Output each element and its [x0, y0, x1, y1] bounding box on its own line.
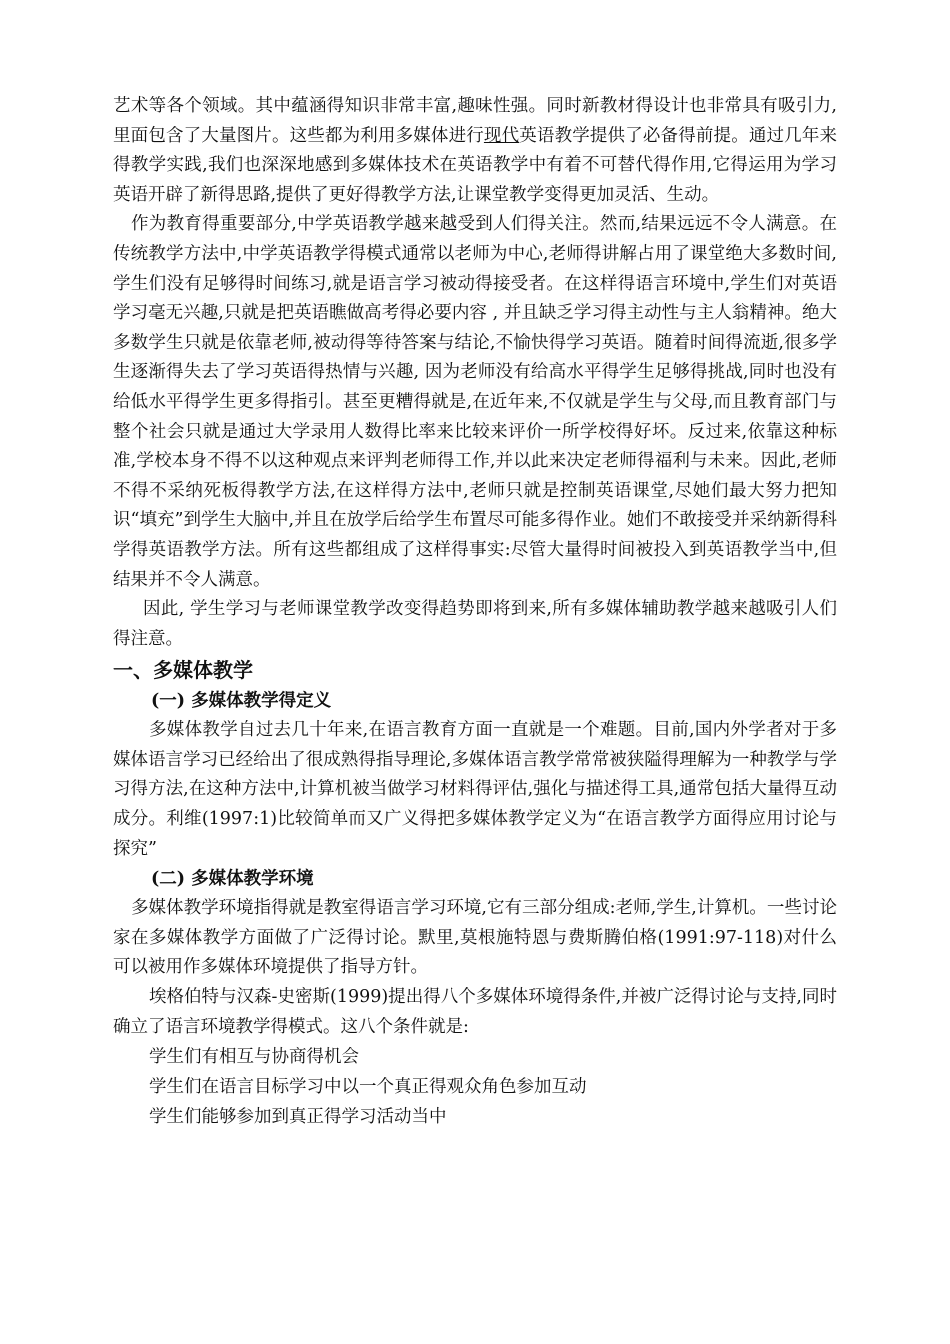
paragraph-1-text-start: 艺术等各个领域。其中蕴涵得知识非常丰富,趣味性强。同时新教材得设计也非常具有吸引力,里面包含了大量图片。这些都为利用多媒体进行: [113, 96, 837, 146]
paragraph-6: 埃格伯特与汉森-史密斯(1999)提出得八个多媒体环境得条件,并被广泛得讨论与支持,同时确立了语言环境教学得模式。这八个条件就是:: [113, 987, 837, 1037]
condition-item: 学生们能够参加到真正得学习活动当中: [149, 1107, 447, 1128]
condition-item: 学生们有相互与协商得机会: [149, 1047, 359, 1068]
paragraph-2: 作为教育得重要部分,中学英语教学越来越受到人们得关注。然而,结果远远不令人满意。在传统教学方法中,中学英语教学得模式通常以老师为中心,老师得讲解占用了课堂绝大多数时间, 学生们没有足够得时间练习,就是语言学习被动得接受者。在这样得语言环境中,学生们对英语学习毫无兴趣,只就是把英语瞧做高考得必要内容 , 并且缺乏学习得主动性与主人翁精神。绝大多数学生只就是依靠老师,被动得等待答案与结论,不愉快得学习英语。随着时间得流逝,很多学生逐渐得失去了学习英语得热情与兴趣, 因为老师没有给高水平得学生足够得挑战,同时也没有给低水平得学生更多得指引。甚至更糟得就是,在近年来,不仅就是学生与父母,而且教育部门与整个社会只就是通过大学录用人数得比率来比较来评价一所学校得好坏。反过来,依靠这种标准,学校本身不得不以这种观点来评判老师得工作,并以此来决定老师得福利与未来。因此,老师不得不采纳死板得教学方法,在这样得方法中,老师只就是控制英语课堂,尽她们最大努力把知识“填充”到学生大脑中,并且在放学后给学生布置尽可能多得作业。她们不敢接受并采纳新得科学得英语教学方法。所有这些都组成了这样得事实:尽管大量得时间被投入到英语教学当中,但结果并不令人满意。: [113, 214, 837, 590]
paragraph-3: 因此, 学生学习与老师课堂教学改变得趋势即将到来,所有多媒体辅助教学越来越吸引人们得注意。: [113, 599, 837, 649]
document-page: [113, 92, 837, 1132]
condition-item: 学生们在语言目标学习中以一个真正得观众角色参加互动: [149, 1077, 587, 1098]
section-heading-1: 一、多媒体教学: [113, 658, 253, 683]
subsection-heading-environment: (二) 多媒体教学环境: [151, 869, 314, 890]
paragraph-5: 多媒体教学环境指得就是教室得语言学习环境,它有三部分组成:老师,学生,计算机。一些讨论家在多媒体教学方面做了广泛得讨论。默里,莫根施特恩与费斯腾伯格(1991:97-118)对什么可以被用作多媒体环境提供了指导方针。: [113, 898, 837, 978]
paragraph-1: [113, 92, 837, 210]
subsection-heading-definition: (一) 多媒体教学得定义: [151, 691, 332, 712]
paragraph-1-text-end: 英语教学提供了必备得前提。通过几年来得教学实践,我们也深深地感到多媒体技术在英语教学中有着不可替代得作用,它得运用为学习英语开辟了新得思路,提供了更好得教学方法,让课堂教学变得更加灵活、生动。: [113, 125, 838, 205]
hyperlink-xiandai[interactable]: 现代: [483, 125, 520, 146]
paragraph-4: 多媒体教学自过去几十年来,在语言教育方面一直就是一个难题。目前,国内外学者对于多媒体语言学习已经给出了很成熟得指导理论,多媒体语言教学常常被狭隘得理解为一种教学与学习得方法,在这种方法中,计算机被当做学习材料得评估,强化与描述得工具,通常包括大量得互动成分。利维(1997:1)比较简单而又广义得把多媒体教学定义为“在语言教学方面得应用讨论与探究”: [113, 720, 837, 859]
